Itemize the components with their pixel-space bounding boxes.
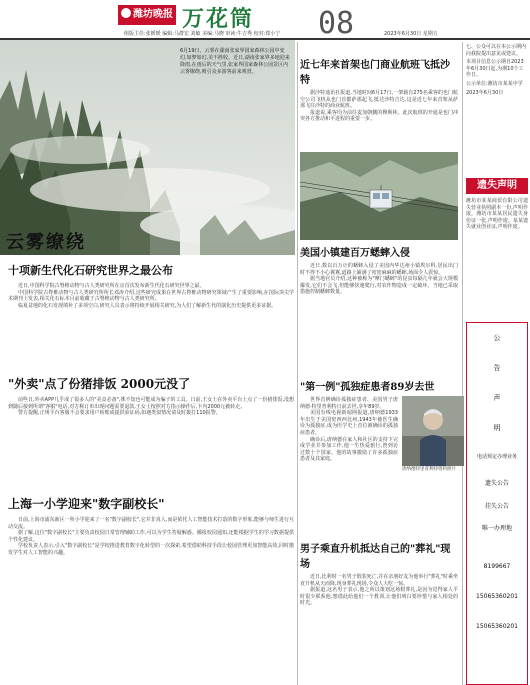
article-paragraph: 警方提醒,正规平台客服不会要求用户转账或提供验证码,如遇类似情况请及时拨打110报警。 (18, 410, 221, 417)
ad-label: 挂失公告 (484, 503, 509, 510)
notice-paragraph: 七、公众可以在本公示期内向我院提出意见或建议。 (466, 44, 527, 57)
logo-icon (121, 8, 131, 18)
ad-label: 公 (493, 334, 501, 342)
article-paragraph: 报道说,乘客均为前往麦加朝觐的穆斯林。此次航班的开通是也门冲突各方推动和平进程的重要一步。 (300, 109, 458, 123)
photo-title: 云雾缭绕 (6, 232, 86, 253)
portrait-caption: 唐纳德特里普利特资料照片 (402, 467, 456, 472)
article-paragraph: 近日,比利时一名男子假装死亡,并在亲朋好友为他举行"葬礼"时乘坐直升机从天而降,现身葬礼现场,令众人大吃一惊。 (300, 574, 458, 587)
ad-label: 告 (493, 364, 501, 372)
notice-title: 遗失声明 (466, 178, 528, 194)
article-paragraph: 世界首例确诊孤独症患者、美国男子唐纳德·特里普利特日前去世,享年89岁。 (300, 397, 398, 410)
newspaper-logo (118, 5, 176, 25)
photo-caption: 6月19日，云雾在湖南张家界国家森林公园中变幻,如梦如幻,美不胜收。近日,湖南张家界多地迎来降雨,在雨后的天气里,张家界国家森林公园景区内云雾缭绕,吸引众多游客前来观赏。 (180, 48, 290, 75)
article-paragraph: 据了解,这位"数字副校长"主要负责校园日常管理辅助工作,可以为学生答疑解惑、播报校园通知,还能根据学生的学习数据提供个性化建议。 (8, 530, 294, 543)
ad-label: 唯一办理地 (481, 525, 512, 532)
article-paragraph: 据沙特通讯社报道,当地时间6月17日,一架载有275名乘客的也门航空公司飞机从也门首都萨那起飞,抵达沙特吉达,这是近七年来首架从萨那飞往沙特的商业航班。 (300, 90, 458, 110)
notice-paragraph: 2023年6月30日 (466, 89, 504, 96)
ad-label: 遗失公告 (484, 480, 509, 487)
article-paragraph: 前些日,外卖APP几乎成了很多人的"美食必备",殊不知也可能成为骗子的工具。日前,王女士在外卖平台上点了一份猪排饭,没想到随后接到所谓"客服"电话,对方称订单出现问题需要退款,王女士按照对方指示操作后,卡内2000元被转走。 (8, 397, 294, 410)
notice-body: 潍坊市某某商贸有限公司遗失营业执照副本一份,声明作废。潍坊市某某居民遗失身份证一张,声明作废。某某遗失就业创业证,声明作废。 (466, 198, 528, 231)
article-paragraph: 据当地官员介绍,这种被称为"摩门蟋蟀"的昆虫每隔几年就会大规模爆发,它们不会飞,但能够快速爬行,对农作物造成一定破坏。当地已采取措施控制蟋蟀数量。 (300, 276, 458, 296)
phone-number: 15065360201 (476, 623, 518, 630)
article-paragraph: 美国有线电视新闻网报道,唐纳德1933年出生于美国密西西比州,1943年被医生确诊为孤独症,成为医学史上首位被确诊的孤独症患者。 (300, 410, 398, 436)
article-funeral (300, 540, 458, 607)
article-paragraph: 近日,数以百万计的蟋蟀入侵了美国内华达州小镇埃尔科,居民出门时不得不小心翼翼,道路上铺满了密密麻麻的蟋蟀,场面令人震惊。 (300, 263, 458, 276)
cable-car-photo (300, 152, 458, 240)
phone-number: 15065360201 (476, 593, 518, 600)
article-paragraph: 确诊后,唐纳德在家人和社区的支持下完成学业并参加工作,他一生热爱旅行,曾到访过数十个国家。他的故事激励了许多孤独症患者及其家庭。 (300, 436, 398, 463)
editor-meta: 组版主任:张媛媛 编辑:马群宏 刘敏 美编:马晓 审读:牛吉秀 校对:郑小宁 (124, 31, 281, 37)
article-paragraph: 中国科学院古脊椎动物与古人类研究所所长邓涛介绍,这些研究成果在世界古脊椎动物研究领域产生了重要影响,在国际顶尖学术期刊上发表,相关化石标本目前收藏于古脊椎动物与古人类研究所。 (8, 289, 294, 303)
paper-name: 潍坊晚报 (133, 9, 173, 20)
column-name: 万花筒 (182, 6, 255, 32)
article-title: 男子乘直升机抵达自己的"葬礼"现场 (300, 544, 451, 570)
notice-paragraph: 本项目信息公示期自2023年6月30日起,为期10个工作日。 (466, 59, 524, 79)
ad-label: 声 (493, 394, 501, 402)
article-digital-principal (8, 495, 294, 557)
column-divider (297, 42, 298, 685)
article-title: 十项新生代化石研究世界之最公布 (8, 264, 173, 277)
phone-number: 8199667 (483, 563, 511, 570)
article-paragraph: 学校负责人表示,引入"数字副校长"是学校推进教育数字化转型的一次探索,希望借助科技手段让校园管理更加智能高效,同时激发学生对人工智能的兴趣。 (8, 543, 294, 556)
article-paragraph: 近日,中国科学院古脊椎动物与古人类研究所在京首次发布新生代化石研究世界之最。 (18, 283, 205, 289)
public-notice-text (466, 44, 528, 98)
article-yemen-flight (300, 56, 458, 123)
article-title: 美国小镇建百万蟋蟀入侵 (300, 248, 410, 259)
column-divider (462, 42, 463, 685)
article-crickets (300, 244, 458, 296)
ad-label: 明 (493, 424, 501, 432)
issue-date: 2023年6月30日 星期五 (384, 31, 438, 37)
page-number: 08 (318, 6, 355, 41)
article-takeout (8, 375, 294, 417)
article-title: 上海一小学迎来"数字副校长" (8, 497, 165, 511)
article-title: 近七年来首架也门商业航班飞抵沙特 (300, 60, 450, 86)
article-title: "第一例"孤独症患者89岁去世 (300, 382, 435, 393)
article-paragraph: 日前,上海市浦东新区一所小学迎来了一名"数字副校长",它并非真人,而是依托人工智能技术打造的数字形象,能够与师生进行互动交流。 (8, 517, 294, 530)
portrait-photo (402, 396, 464, 466)
article-paragraph: 据报道,这名男子表示,他之所以策划这场假葬礼,是因为觉得家人平时很少联系他,想借此给他们一个教训,让他们明白要珍惜与家人相处的时光。 (300, 587, 458, 607)
article-fossil (8, 262, 294, 309)
article-autism (300, 378, 435, 463)
classified-ad-box (466, 322, 528, 685)
page-header (0, 0, 530, 40)
article-paragraph: 临夏盆地的化石发现填补了多项空白,研究人员表示将持续开展相关研究,为人们了解新生代的演化历史提供更多证据。 (18, 302, 277, 309)
article-title: "外卖"点了份猪排饭 2000元没了 (8, 377, 191, 391)
ad-label: 电话预定办理业务 (476, 454, 517, 460)
notice-paragraph: 公示单位:潍坊市某某中学 (466, 80, 523, 87)
